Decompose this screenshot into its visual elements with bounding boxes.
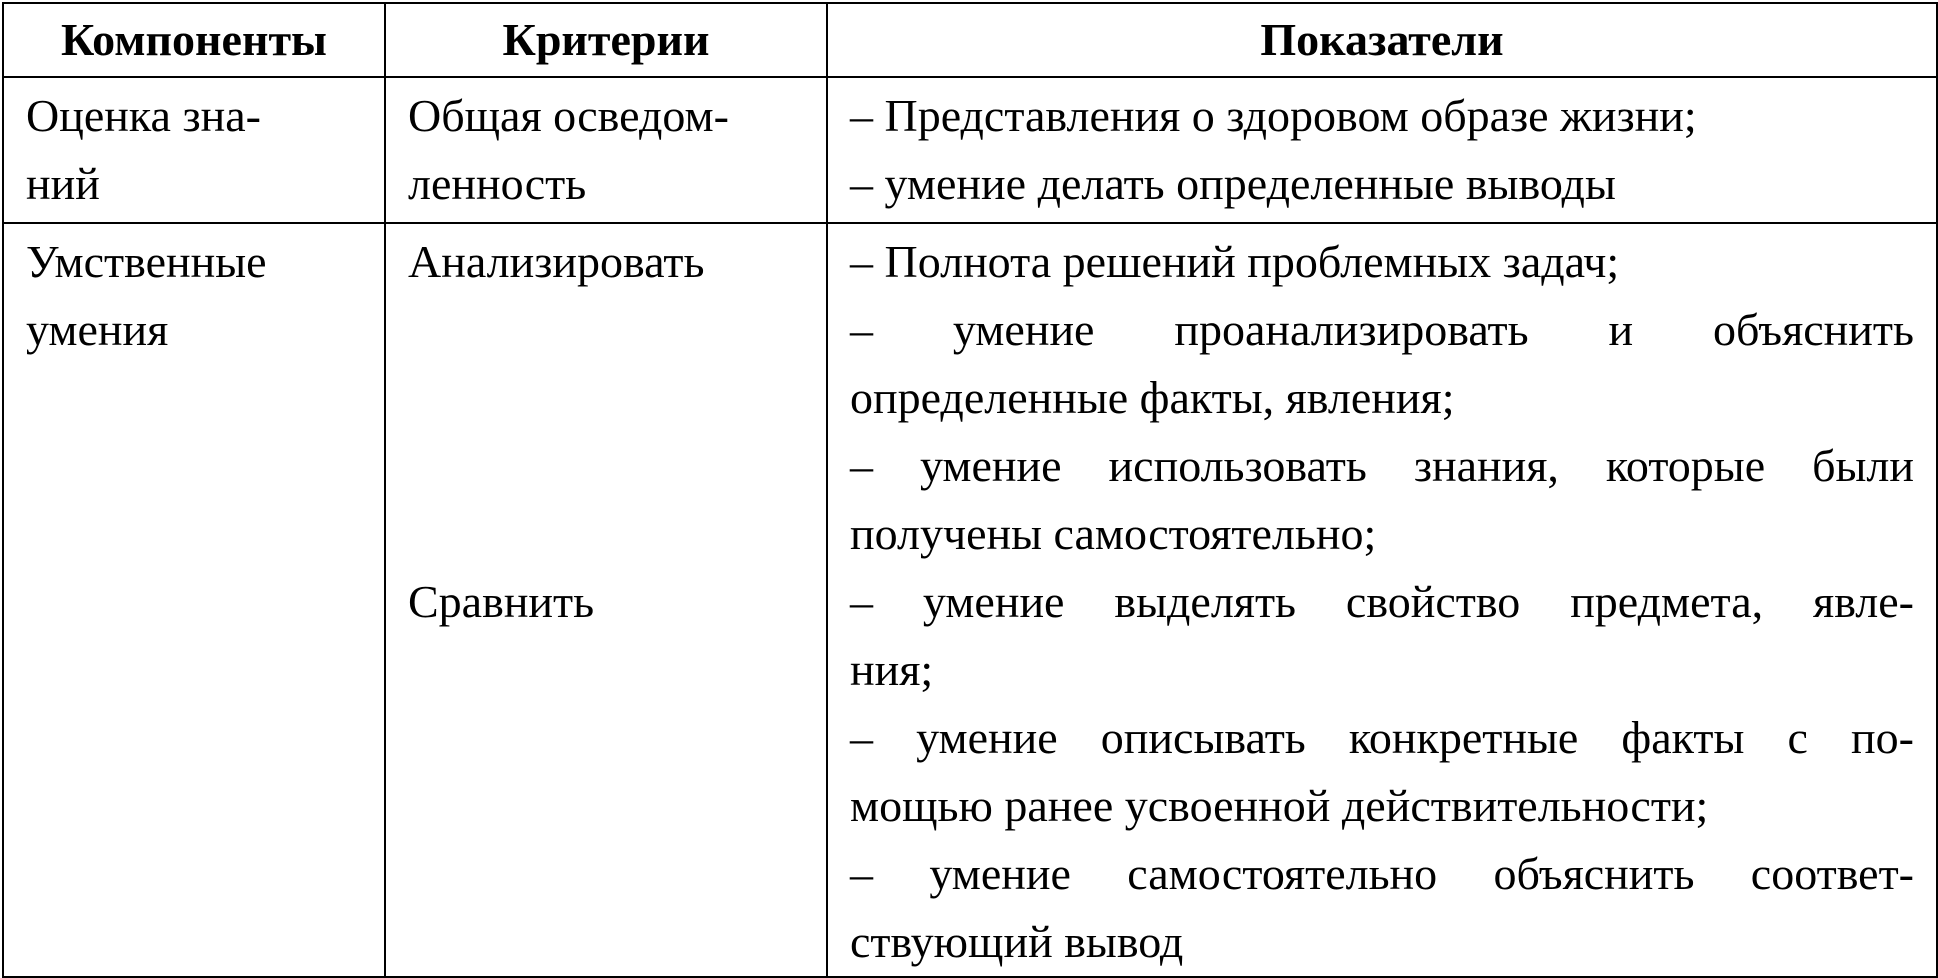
- indicator-text-line: ния;: [850, 644, 934, 695]
- blank-line: [408, 364, 804, 432]
- header-components: Компоненты: [3, 3, 385, 77]
- indicator-text-line: ствующий вывод: [850, 916, 1184, 967]
- blank-line: [408, 432, 804, 500]
- blank-line: [408, 296, 804, 364]
- indicator-text-line: – умение описывать конкретные факты с по-: [850, 712, 1914, 763]
- indicator-text-line: получены самостоятельно;: [850, 508, 1377, 559]
- criterion-text-line: Общая осведом-: [408, 90, 729, 141]
- indicator-text-line: – Полнота решений проблемных задач;: [850, 236, 1620, 287]
- table-row: [3, 223, 1937, 977]
- indicators-cell: [827, 223, 1937, 977]
- indicator-text-line: – умение проанализировать и объяснить: [850, 304, 1914, 355]
- component-cell: [3, 223, 385, 977]
- header-indicators: Показатели: [827, 3, 1937, 77]
- criterion-text-line: ленность: [408, 158, 587, 209]
- header-criteria: Критерии: [385, 3, 827, 77]
- criterion-text-line: Анализировать: [408, 236, 705, 287]
- criteria-table: [2, 2, 1938, 978]
- component-cell: [3, 77, 385, 223]
- criteria-cell: [385, 77, 827, 223]
- criterion-text-line: Сравнить: [408, 576, 595, 627]
- component-text-line: умения: [26, 304, 169, 355]
- indicator-text-line: – умение использовать знания, которые были: [850, 440, 1914, 491]
- component-text-line: Умственные: [26, 236, 267, 287]
- indicator-text-line: определенные факты, явления;: [850, 372, 1455, 423]
- indicator-text-line: мощью ранее усвоенной действительности;: [850, 780, 1709, 831]
- indicator-text-line: – умение делать определенные выводы: [850, 158, 1616, 209]
- criteria-cell: [385, 223, 827, 977]
- component-text-line: Оценка зна-: [26, 90, 261, 141]
- indicator-text-line: – умение самостоятельно объяснить соответ-: [850, 848, 1914, 899]
- indicators-cell: [827, 77, 1937, 223]
- indicator-text-line: – умение выделять свойство предмета, явле-: [850, 576, 1914, 627]
- component-text-line: ний: [26, 158, 100, 209]
- blank-line: [408, 500, 804, 568]
- indicator-text-line: – Представления о здоровом образе жизни;: [850, 90, 1697, 141]
- table-header-row: [3, 3, 1937, 77]
- table-row: [3, 77, 1937, 223]
